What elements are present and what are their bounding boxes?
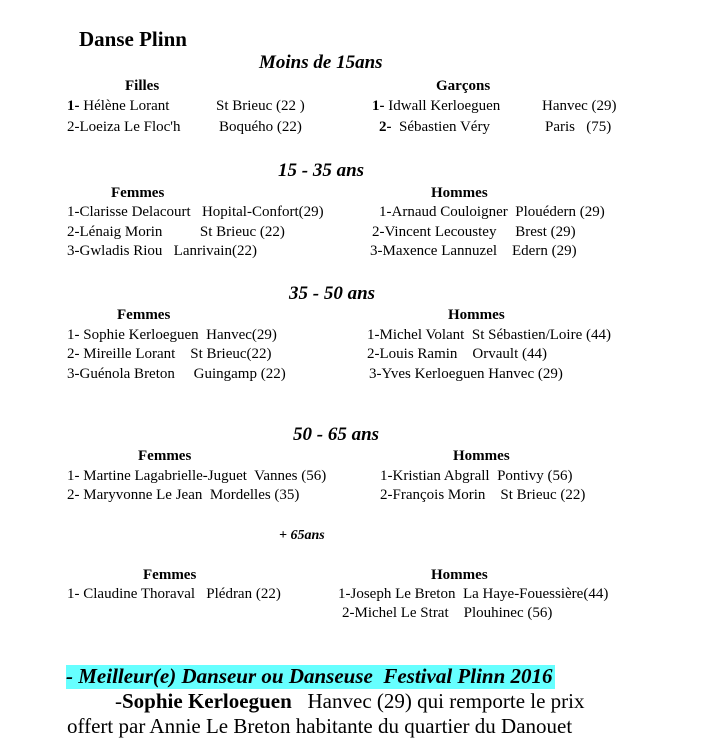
result-place: Boquého (22) bbox=[219, 119, 302, 135]
result-row: 1-Joseph Le Breton La Haye-Fouessière(44) bbox=[338, 586, 609, 602]
category-title: 35 - 50 ans bbox=[289, 283, 376, 304]
best-dancer-line-2: offert par Annie Le Breton habitante du quartier du Danouet bbox=[67, 714, 573, 738]
result-row: 3-Gwladis Riou Lanrivain(22) bbox=[67, 243, 257, 259]
column-header-right: Hommes bbox=[453, 448, 510, 464]
result-row: 1-Michel Volant St Sébastien/Loire (44) bbox=[367, 327, 611, 343]
result-row: 3-Maxence Lannuzel Edern (29) bbox=[370, 243, 577, 259]
result-place: St Brieuc (22 ) bbox=[216, 98, 305, 114]
result-row: 2- Mireille Lorant St Brieuc(22) bbox=[67, 346, 272, 362]
column-header-right: Hommes bbox=[431, 567, 488, 583]
result-row: 2-François Morin St Brieuc (22) bbox=[380, 487, 586, 503]
result-row: 3-Guénola Breton Guingamp (22) bbox=[67, 366, 286, 382]
best-dancer-banner: - Meilleur(e) Danseur ou Danseuse Festival Plinn 2016 bbox=[66, 664, 553, 688]
best-dancer-detail: Hanvec (29) qui remporte le prix bbox=[291, 689, 585, 713]
column-header-left: Filles bbox=[125, 78, 160, 94]
result-row: 2-Lénaig Morin St Brieuc (22) bbox=[67, 224, 285, 240]
result-row: 1- Hélène Lorant bbox=[67, 98, 170, 114]
result-row: 1- Idwall Kerloeguen bbox=[372, 98, 501, 114]
result-row: 1- Sophie Kerloeguen Hanvec(29) bbox=[67, 327, 277, 343]
page-title: Danse Plinn bbox=[79, 27, 187, 51]
result-row: 2-Vincent Lecoustey Brest (29) bbox=[372, 224, 576, 240]
column-header-left: Femmes bbox=[138, 448, 192, 464]
result-row: 1-Clarisse Delacourt Hopital-Confort(29) bbox=[67, 204, 324, 220]
result-row: 2- Maryvonne Le Jean Mordelles (35) bbox=[67, 487, 300, 503]
result-place: Paris (75) bbox=[545, 119, 612, 135]
category-title: + 65ans bbox=[279, 528, 325, 543]
category-title: 15 - 35 ans bbox=[278, 160, 365, 181]
column-header-right: Hommes bbox=[431, 185, 488, 201]
result-row: 2- Sébastien Véry bbox=[379, 119, 490, 135]
result-row: 2-Louis Ramin Orvault (44) bbox=[367, 346, 547, 362]
result-row: 1-Arnaud Couloigner Plouédern (29) bbox=[379, 204, 605, 220]
column-header-right: Hommes bbox=[448, 307, 505, 323]
best-dancer-winner: Sophie Kerloeguen bbox=[122, 689, 292, 713]
result-place: Hanvec (29) bbox=[542, 98, 617, 114]
category-title: Moins de 15ans bbox=[259, 52, 383, 73]
result-row: 2-Loeiza Le Floc'h bbox=[67, 119, 181, 135]
column-header-right: Garçons bbox=[436, 78, 491, 94]
column-header-left: Femmes bbox=[143, 567, 197, 583]
column-header-left: Femmes bbox=[117, 307, 171, 323]
column-header-left: Femmes bbox=[111, 185, 165, 201]
result-row: 1- Claudine Thoraval Plédran (22) bbox=[67, 586, 281, 602]
best-dancer-prefix: - bbox=[115, 689, 122, 713]
result-row: 3-Yves Kerloeguen Hanvec (29) bbox=[369, 366, 563, 382]
result-row: 1-Kristian Abgrall Pontivy (56) bbox=[380, 468, 573, 484]
best-dancer-line bbox=[115, 691, 585, 712]
result-row: 1- Martine Lagabrielle-Juguet Vannes (56) bbox=[67, 468, 327, 484]
category-title: 50 - 65 ans bbox=[293, 424, 380, 445]
result-row: 2-Michel Le Strat Plouhinec (56) bbox=[342, 605, 553, 621]
